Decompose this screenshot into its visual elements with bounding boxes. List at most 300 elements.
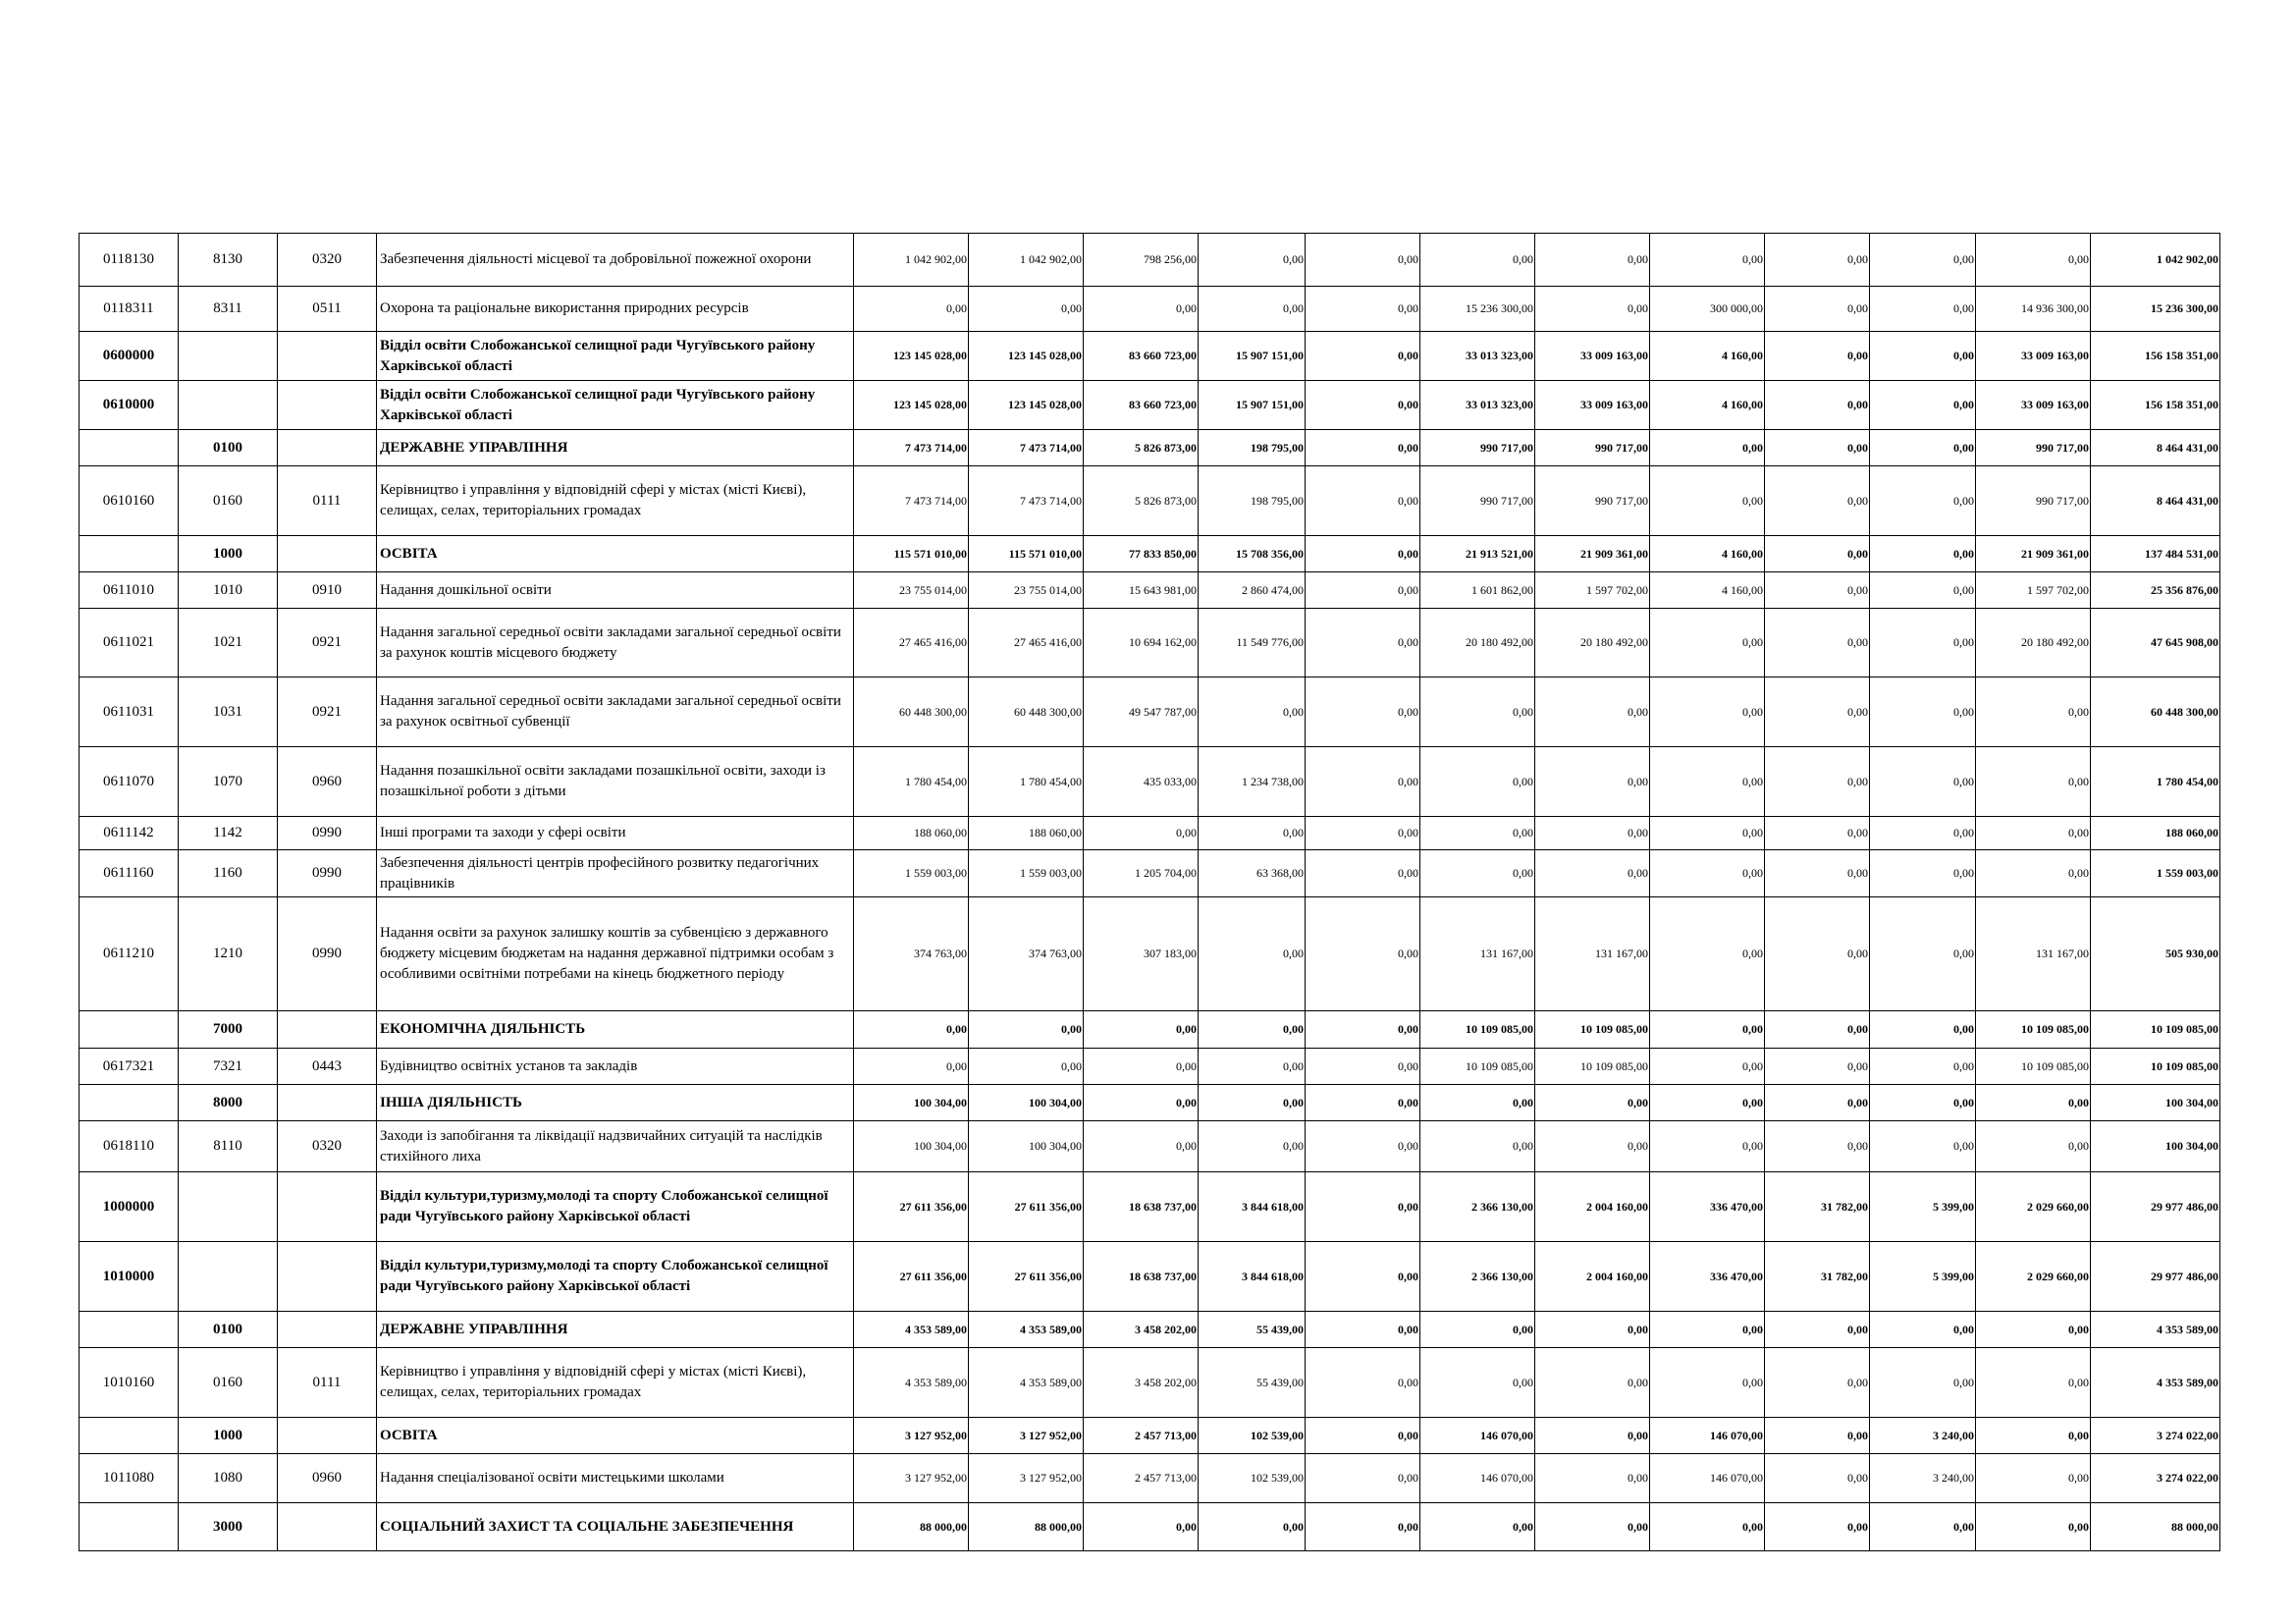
amount-cell: 100 304,00	[969, 1085, 1084, 1121]
amount-cell: 0,00	[1420, 677, 1535, 747]
amount-cell: 0,00	[1765, 1085, 1870, 1121]
program-code-cell	[80, 1418, 179, 1454]
amount-cell: 0,00	[969, 287, 1084, 332]
amount-cell: 115 571 010,00	[854, 536, 969, 572]
item-name-cell: ЕКОНОМІЧНА ДІЯЛЬНІСТЬ	[377, 1011, 854, 1049]
amount-cell: 18 638 737,00	[1084, 1172, 1199, 1242]
amount-cell: 3 844 618,00	[1199, 1242, 1306, 1312]
item-name-cell: Відділ освіти Слобожанської селищної ради Чугуївського району Харківської області	[377, 332, 854, 381]
amount-cell: 0,00	[1084, 1049, 1199, 1085]
amount-cell: 123 145 028,00	[854, 381, 969, 430]
amount-cell: 0,00	[1306, 1418, 1420, 1454]
classification-code-cell: 0320	[278, 234, 377, 287]
function-code-cell	[179, 1172, 278, 1242]
amount-cell: 2 366 130,00	[1420, 1172, 1535, 1242]
amount-cell: 4 160,00	[1650, 332, 1765, 381]
amount-cell: 10 109 085,00	[1420, 1049, 1535, 1085]
amount-cell: 3 127 952,00	[969, 1418, 1084, 1454]
amount-cell: 0,00	[1765, 850, 1870, 897]
amount-cell: 63 368,00	[1199, 850, 1306, 897]
amount-cell: 188 060,00	[854, 817, 969, 850]
amount-cell: 0,00	[1199, 1085, 1306, 1121]
classification-code-cell: 0111	[278, 466, 377, 536]
function-code-cell	[179, 1242, 278, 1312]
amount-cell: 0,00	[1306, 677, 1420, 747]
amount-cell: 18 638 737,00	[1084, 1242, 1199, 1312]
amount-cell: 374 763,00	[969, 897, 1084, 1011]
amount-cell: 1 597 702,00	[1976, 572, 2091, 609]
amount-cell: 0,00	[1765, 1454, 1870, 1503]
amount-cell: 100 304,00	[969, 1121, 1084, 1172]
amount-cell: 60 448 300,00	[969, 677, 1084, 747]
amount-cell: 10 109 085,00	[1420, 1011, 1535, 1049]
amount-cell: 0,00	[1650, 430, 1765, 466]
amount-cell: 2 457 713,00	[1084, 1418, 1199, 1454]
amount-cell: 1 042 902,00	[854, 234, 969, 287]
item-name-cell: ДЕРЖАВНЕ УПРАВЛІННЯ	[377, 1312, 854, 1348]
classification-code-cell	[278, 536, 377, 572]
amount-cell: 0,00	[1870, 1348, 1976, 1418]
row-total-cell: 88 000,00	[2091, 1503, 2220, 1551]
classification-code-cell: 0921	[278, 677, 377, 747]
table-row-total	[80, 1312, 2220, 1348]
amount-cell: 123 145 028,00	[969, 332, 1084, 381]
table-row-total	[80, 536, 2220, 572]
amount-cell: 0,00	[1870, 287, 1976, 332]
amount-cell: 0,00	[1650, 1312, 1765, 1348]
amount-cell: 0,00	[1650, 234, 1765, 287]
amount-cell: 0,00	[1306, 1312, 1420, 1348]
amount-cell: 1 042 902,00	[969, 234, 1084, 287]
classification-code-cell: 0921	[278, 609, 377, 677]
item-name-cell: Надання загальної середньої освіти закладами загальної середньої освіти за рахунок освітньої субвенції	[377, 677, 854, 747]
program-code-cell: 0611031	[80, 677, 179, 747]
amount-cell: 11 549 776,00	[1199, 609, 1306, 677]
item-name-cell: Інші програми та заходи у сфері освіти	[377, 817, 854, 850]
amount-cell: 0,00	[1870, 1085, 1976, 1121]
amount-cell: 0,00	[1420, 1085, 1535, 1121]
amount-cell: 0,00	[1650, 817, 1765, 850]
row-total-cell: 29 977 486,00	[2091, 1242, 2220, 1312]
amount-cell: 0,00	[1870, 1312, 1976, 1348]
program-code-cell	[80, 1312, 179, 1348]
table-row-total	[80, 430, 2220, 466]
amount-cell: 4 160,00	[1650, 572, 1765, 609]
row-total-cell: 8 464 431,00	[2091, 430, 2220, 466]
item-name-cell: Будівництво освітніх установ та закладів	[377, 1049, 854, 1085]
function-code-cell: 0100	[179, 1312, 278, 1348]
row-total-cell: 47 645 908,00	[2091, 609, 2220, 677]
amount-cell: 83 660 723,00	[1084, 381, 1199, 430]
classification-code-cell	[278, 1242, 377, 1312]
row-total-cell: 10 109 085,00	[2091, 1049, 2220, 1085]
amount-cell: 21 913 521,00	[1420, 536, 1535, 572]
function-code-cell: 1000	[179, 536, 278, 572]
program-code-cell: 0611070	[80, 747, 179, 817]
amount-cell: 146 070,00	[1650, 1454, 1765, 1503]
program-code-cell: 0611010	[80, 572, 179, 609]
amount-cell: 0,00	[1765, 381, 1870, 430]
function-code-cell: 1160	[179, 850, 278, 897]
amount-cell: 0,00	[1535, 850, 1650, 897]
amount-cell: 4 353 589,00	[969, 1348, 1084, 1418]
program-code-cell	[80, 1011, 179, 1049]
amount-cell: 0,00	[1306, 1503, 1420, 1551]
function-code-cell	[179, 332, 278, 381]
amount-cell: 123 145 028,00	[969, 381, 1084, 430]
amount-cell: 0,00	[1765, 1049, 1870, 1085]
amount-cell: 0,00	[1976, 747, 2091, 817]
amount-cell: 0,00	[1870, 747, 1976, 817]
amount-cell: 0,00	[1650, 747, 1765, 817]
amount-cell: 5 399,00	[1870, 1172, 1976, 1242]
amount-cell: 10 109 085,00	[1976, 1011, 2091, 1049]
amount-cell: 0,00	[1420, 1348, 1535, 1418]
amount-cell: 0,00	[1084, 1011, 1199, 1049]
amount-cell: 1 559 003,00	[854, 850, 969, 897]
amount-cell: 0,00	[1306, 1454, 1420, 1503]
amount-cell: 0,00	[1765, 572, 1870, 609]
row-total-cell: 188 060,00	[2091, 817, 2220, 850]
classification-code-cell: 0910	[278, 572, 377, 609]
item-name-cell: Забезпечення діяльності місцевої та добровільної пожежної охорони	[377, 234, 854, 287]
item-name-cell: Відділ культури,туризму,молоді та спорту Слобожанської селищної ради Чугуївського району Харківської області	[377, 1172, 854, 1242]
amount-cell: 0,00	[1084, 1503, 1199, 1551]
amount-cell: 2 029 660,00	[1976, 1242, 2091, 1312]
amount-cell: 0,00	[1535, 1418, 1650, 1454]
amount-cell: 4 353 589,00	[969, 1312, 1084, 1348]
classification-code-cell: 0990	[278, 897, 377, 1011]
amount-cell: 4 160,00	[1650, 536, 1765, 572]
amount-cell: 0,00	[1650, 466, 1765, 536]
amount-cell: 0,00	[1535, 1454, 1650, 1503]
amount-cell: 0,00	[1870, 609, 1976, 677]
table-row	[80, 897, 2220, 1011]
amount-cell: 0,00	[1765, 466, 1870, 536]
amount-cell: 0,00	[1306, 572, 1420, 609]
amount-cell: 100 304,00	[854, 1121, 969, 1172]
amount-cell: 0,00	[1976, 817, 2091, 850]
amount-cell: 0,00	[1650, 897, 1765, 1011]
amount-cell: 374 763,00	[854, 897, 969, 1011]
amount-cell: 0,00	[854, 287, 969, 332]
amount-cell: 146 070,00	[1420, 1454, 1535, 1503]
amount-cell: 5 399,00	[1870, 1242, 1976, 1312]
program-code-cell	[80, 430, 179, 466]
table-row-total	[80, 1172, 2220, 1242]
classification-code-cell: 0990	[278, 817, 377, 850]
row-total-cell: 1 042 902,00	[2091, 234, 2220, 287]
amount-cell: 27 611 356,00	[854, 1172, 969, 1242]
amount-cell: 0,00	[1306, 430, 1420, 466]
amount-cell: 131 167,00	[1976, 897, 2091, 1011]
amount-cell: 102 539,00	[1199, 1418, 1306, 1454]
amount-cell: 0,00	[1765, 1418, 1870, 1454]
amount-cell: 0,00	[1306, 1049, 1420, 1085]
amount-cell: 0,00	[1976, 234, 2091, 287]
amount-cell: 0,00	[1650, 1011, 1765, 1049]
table-row	[80, 609, 2220, 677]
item-name-cell: Охорона та раціональне використання природних ресурсів	[377, 287, 854, 332]
item-name-cell: ОСВІТА	[377, 1418, 854, 1454]
amount-cell: 27 465 416,00	[969, 609, 1084, 677]
table-row	[80, 1454, 2220, 1503]
amount-cell: 336 470,00	[1650, 1242, 1765, 1312]
amount-cell: 0,00	[1765, 536, 1870, 572]
amount-cell: 0,00	[1650, 609, 1765, 677]
amount-cell: 123 145 028,00	[854, 332, 969, 381]
amount-cell: 0,00	[1870, 1049, 1976, 1085]
amount-cell: 0,00	[1650, 677, 1765, 747]
amount-cell: 0,00	[1650, 1085, 1765, 1121]
table-row-total	[80, 1503, 2220, 1551]
amount-cell: 1 601 862,00	[1420, 572, 1535, 609]
amount-cell: 0,00	[1765, 1312, 1870, 1348]
amount-cell: 0,00	[1976, 1121, 2091, 1172]
amount-cell: 990 717,00	[1535, 466, 1650, 536]
classification-code-cell: 0443	[278, 1049, 377, 1085]
row-total-cell: 3 274 022,00	[2091, 1418, 2220, 1454]
program-code-cell: 0600000	[80, 332, 179, 381]
classification-code-cell	[278, 1085, 377, 1121]
item-name-cell: Відділ культури,туризму,молоді та спорту Слобожанської селищної ради Чугуївського району Харківської області	[377, 1242, 854, 1312]
amount-cell: 0,00	[854, 1049, 969, 1085]
amount-cell: 0,00	[1976, 1348, 2091, 1418]
amount-cell: 7 473 714,00	[854, 466, 969, 536]
amount-cell: 0,00	[1870, 1121, 1976, 1172]
amount-cell: 14 936 300,00	[1976, 287, 2091, 332]
amount-cell: 0,00	[1199, 897, 1306, 1011]
row-total-cell: 60 448 300,00	[2091, 677, 2220, 747]
program-code-cell	[80, 1503, 179, 1551]
amount-cell: 21 909 361,00	[1535, 536, 1650, 572]
item-name-cell: ОСВІТА	[377, 536, 854, 572]
amount-cell: 115 571 010,00	[969, 536, 1084, 572]
amount-cell: 10 109 085,00	[1535, 1011, 1650, 1049]
amount-cell: 1 780 454,00	[969, 747, 1084, 817]
amount-cell: 0,00	[1199, 234, 1306, 287]
amount-cell: 0,00	[1650, 1503, 1765, 1551]
item-name-cell: Надання загальної середньої освіти закладами загальної середньої освіти за рахунок коштів місцевого бюджету	[377, 609, 854, 677]
amount-cell: 60 448 300,00	[854, 677, 969, 747]
amount-cell: 27 611 356,00	[969, 1242, 1084, 1312]
amount-cell: 0,00	[1870, 572, 1976, 609]
amount-cell: 0,00	[1765, 1503, 1870, 1551]
amount-cell: 0,00	[1870, 1503, 1976, 1551]
classification-code-cell	[278, 332, 377, 381]
program-code-cell: 0610160	[80, 466, 179, 536]
amount-cell: 0,00	[1199, 1011, 1306, 1049]
amount-cell: 188 060,00	[969, 817, 1084, 850]
table-row	[80, 817, 2220, 850]
amount-cell: 2 004 160,00	[1535, 1172, 1650, 1242]
amount-cell: 0,00	[1870, 466, 1976, 536]
function-code-cell: 0160	[179, 466, 278, 536]
amount-cell: 0,00	[1976, 1503, 2091, 1551]
function-code-cell: 1000	[179, 1418, 278, 1454]
amount-cell: 0,00	[1765, 1348, 1870, 1418]
amount-cell: 2 860 474,00	[1199, 572, 1306, 609]
amount-cell: 2 004 160,00	[1535, 1242, 1650, 1312]
row-total-cell: 505 930,00	[2091, 897, 2220, 1011]
amount-cell: 0,00	[1199, 677, 1306, 747]
amount-cell: 0,00	[1870, 430, 1976, 466]
amount-cell: 33 013 323,00	[1420, 332, 1535, 381]
amount-cell: 23 755 014,00	[854, 572, 969, 609]
amount-cell: 0,00	[1306, 466, 1420, 536]
amount-cell: 1 205 704,00	[1084, 850, 1199, 897]
item-name-cell: Забезпечення діяльності центрів професійного розвитку педагогічних працівників	[377, 850, 854, 897]
table-row	[80, 1049, 2220, 1085]
amount-cell: 33 009 163,00	[1976, 332, 2091, 381]
amount-cell: 3 127 952,00	[969, 1454, 1084, 1503]
amount-cell: 0,00	[854, 1011, 969, 1049]
amount-cell: 0,00	[1420, 747, 1535, 817]
amount-cell: 20 180 492,00	[1535, 609, 1650, 677]
amount-cell: 3 127 952,00	[854, 1418, 969, 1454]
amount-cell: 0,00	[1306, 536, 1420, 572]
table-row-total	[80, 1085, 2220, 1121]
amount-cell: 102 539,00	[1199, 1454, 1306, 1503]
program-code-cell: 0118311	[80, 287, 179, 332]
function-code-cell: 7000	[179, 1011, 278, 1049]
amount-cell: 0,00	[1535, 1312, 1650, 1348]
amount-cell: 5 826 873,00	[1084, 430, 1199, 466]
amount-cell: 198 795,00	[1199, 430, 1306, 466]
amount-cell: 0,00	[1765, 1011, 1870, 1049]
amount-cell: 0,00	[1199, 1049, 1306, 1085]
amount-cell: 7 473 714,00	[969, 430, 1084, 466]
function-code-cell: 8110	[179, 1121, 278, 1172]
amount-cell: 1 559 003,00	[969, 850, 1084, 897]
row-total-cell: 8 464 431,00	[2091, 466, 2220, 536]
amount-cell: 3 844 618,00	[1199, 1172, 1306, 1242]
amount-cell: 0,00	[1084, 817, 1199, 850]
table-row-total	[80, 381, 2220, 430]
row-total-cell: 25 356 876,00	[2091, 572, 2220, 609]
amount-cell: 0,00	[1870, 234, 1976, 287]
row-total-cell: 1 559 003,00	[2091, 850, 2220, 897]
amount-cell: 2 366 130,00	[1420, 1242, 1535, 1312]
amount-cell: 55 439,00	[1199, 1348, 1306, 1418]
classification-code-cell	[278, 1418, 377, 1454]
table-row	[80, 234, 2220, 287]
amount-cell: 0,00	[1420, 1503, 1535, 1551]
amount-cell: 0,00	[1306, 850, 1420, 897]
amount-cell: 27 611 356,00	[969, 1172, 1084, 1242]
program-code-cell: 1000000	[80, 1172, 179, 1242]
row-total-cell: 4 353 589,00	[2091, 1348, 2220, 1418]
classification-code-cell	[278, 1312, 377, 1348]
amount-cell: 49 547 787,00	[1084, 677, 1199, 747]
amount-cell: 0,00	[1306, 817, 1420, 850]
amount-cell: 0,00	[1306, 747, 1420, 817]
amount-cell: 0,00	[1870, 332, 1976, 381]
amount-cell: 300 000,00	[1650, 287, 1765, 332]
function-code-cell: 0100	[179, 430, 278, 466]
amount-cell: 0,00	[1084, 1085, 1199, 1121]
amount-cell: 336 470,00	[1650, 1172, 1765, 1242]
program-code-cell	[80, 1085, 179, 1121]
amount-cell: 435 033,00	[1084, 747, 1199, 817]
amount-cell: 15 907 151,00	[1199, 381, 1306, 430]
program-code-cell: 0611210	[80, 897, 179, 1011]
amount-cell: 0,00	[1306, 287, 1420, 332]
amount-cell: 15 907 151,00	[1199, 332, 1306, 381]
amount-cell: 4 353 589,00	[854, 1348, 969, 1418]
amount-cell: 4 353 589,00	[854, 1312, 969, 1348]
amount-cell: 0,00	[1870, 536, 1976, 572]
amount-cell: 10 694 162,00	[1084, 609, 1199, 677]
row-total-cell: 3 274 022,00	[2091, 1454, 2220, 1503]
item-name-cell: Заходи із запобігання та ліквідації надзвичайних ситуацій та наслідків стихійного лиха	[377, 1121, 854, 1172]
amount-cell: 0,00	[1306, 1172, 1420, 1242]
amount-cell: 990 717,00	[1420, 466, 1535, 536]
amount-cell: 0,00	[1199, 287, 1306, 332]
table-row	[80, 1121, 2220, 1172]
amount-cell: 0,00	[1535, 817, 1650, 850]
table-row	[80, 572, 2220, 609]
table-row	[80, 1348, 2220, 1418]
classification-code-cell	[278, 1011, 377, 1049]
function-code-cell: 1070	[179, 747, 278, 817]
program-code-cell: 0611142	[80, 817, 179, 850]
amount-cell: 23 755 014,00	[969, 572, 1084, 609]
amount-cell: 27 611 356,00	[854, 1242, 969, 1312]
amount-cell: 0,00	[1199, 1121, 1306, 1172]
amount-cell: 0,00	[1535, 1121, 1650, 1172]
classification-code-cell: 0990	[278, 850, 377, 897]
amount-cell: 0,00	[1765, 677, 1870, 747]
item-name-cell: Надання позашкільної освіти закладами позашкільної освіти, заходи із позашкільної роботи з дітьми	[377, 747, 854, 817]
amount-cell: 0,00	[1420, 1312, 1535, 1348]
amount-cell: 0,00	[1306, 332, 1420, 381]
amount-cell: 990 717,00	[1976, 430, 2091, 466]
amount-cell: 100 304,00	[854, 1085, 969, 1121]
program-code-cell: 1010000	[80, 1242, 179, 1312]
amount-cell: 0,00	[1870, 677, 1976, 747]
amount-cell: 0,00	[1976, 1312, 2091, 1348]
table-row-total	[80, 1418, 2220, 1454]
amount-cell: 990 717,00	[1420, 430, 1535, 466]
program-code-cell: 0617321	[80, 1049, 179, 1085]
amount-cell: 0,00	[1306, 609, 1420, 677]
amount-cell: 10 109 085,00	[1535, 1049, 1650, 1085]
amount-cell: 0,00	[1535, 287, 1650, 332]
classification-code-cell	[278, 1172, 377, 1242]
amount-cell: 33 009 163,00	[1976, 381, 2091, 430]
classification-code-cell: 0960	[278, 747, 377, 817]
function-code-cell: 8000	[179, 1085, 278, 1121]
item-name-cell: Надання спеціалізованої освіти мистецькими школами	[377, 1454, 854, 1503]
amount-cell: 0,00	[1306, 1121, 1420, 1172]
classification-code-cell: 0960	[278, 1454, 377, 1503]
amount-cell: 146 070,00	[1420, 1418, 1535, 1454]
classification-code-cell	[278, 430, 377, 466]
table-row	[80, 287, 2220, 332]
amount-cell: 0,00	[969, 1049, 1084, 1085]
amount-cell: 0,00	[1765, 234, 1870, 287]
amount-cell: 0,00	[1306, 381, 1420, 430]
amount-cell: 0,00	[1084, 287, 1199, 332]
amount-cell: 0,00	[1870, 897, 1976, 1011]
amount-cell: 2 029 660,00	[1976, 1172, 2091, 1242]
amount-cell: 83 660 723,00	[1084, 332, 1199, 381]
program-code-cell: 1011080	[80, 1454, 179, 1503]
amount-cell: 31 782,00	[1765, 1242, 1870, 1312]
amount-cell: 3 240,00	[1870, 1454, 1976, 1503]
amount-cell: 131 167,00	[1535, 897, 1650, 1011]
